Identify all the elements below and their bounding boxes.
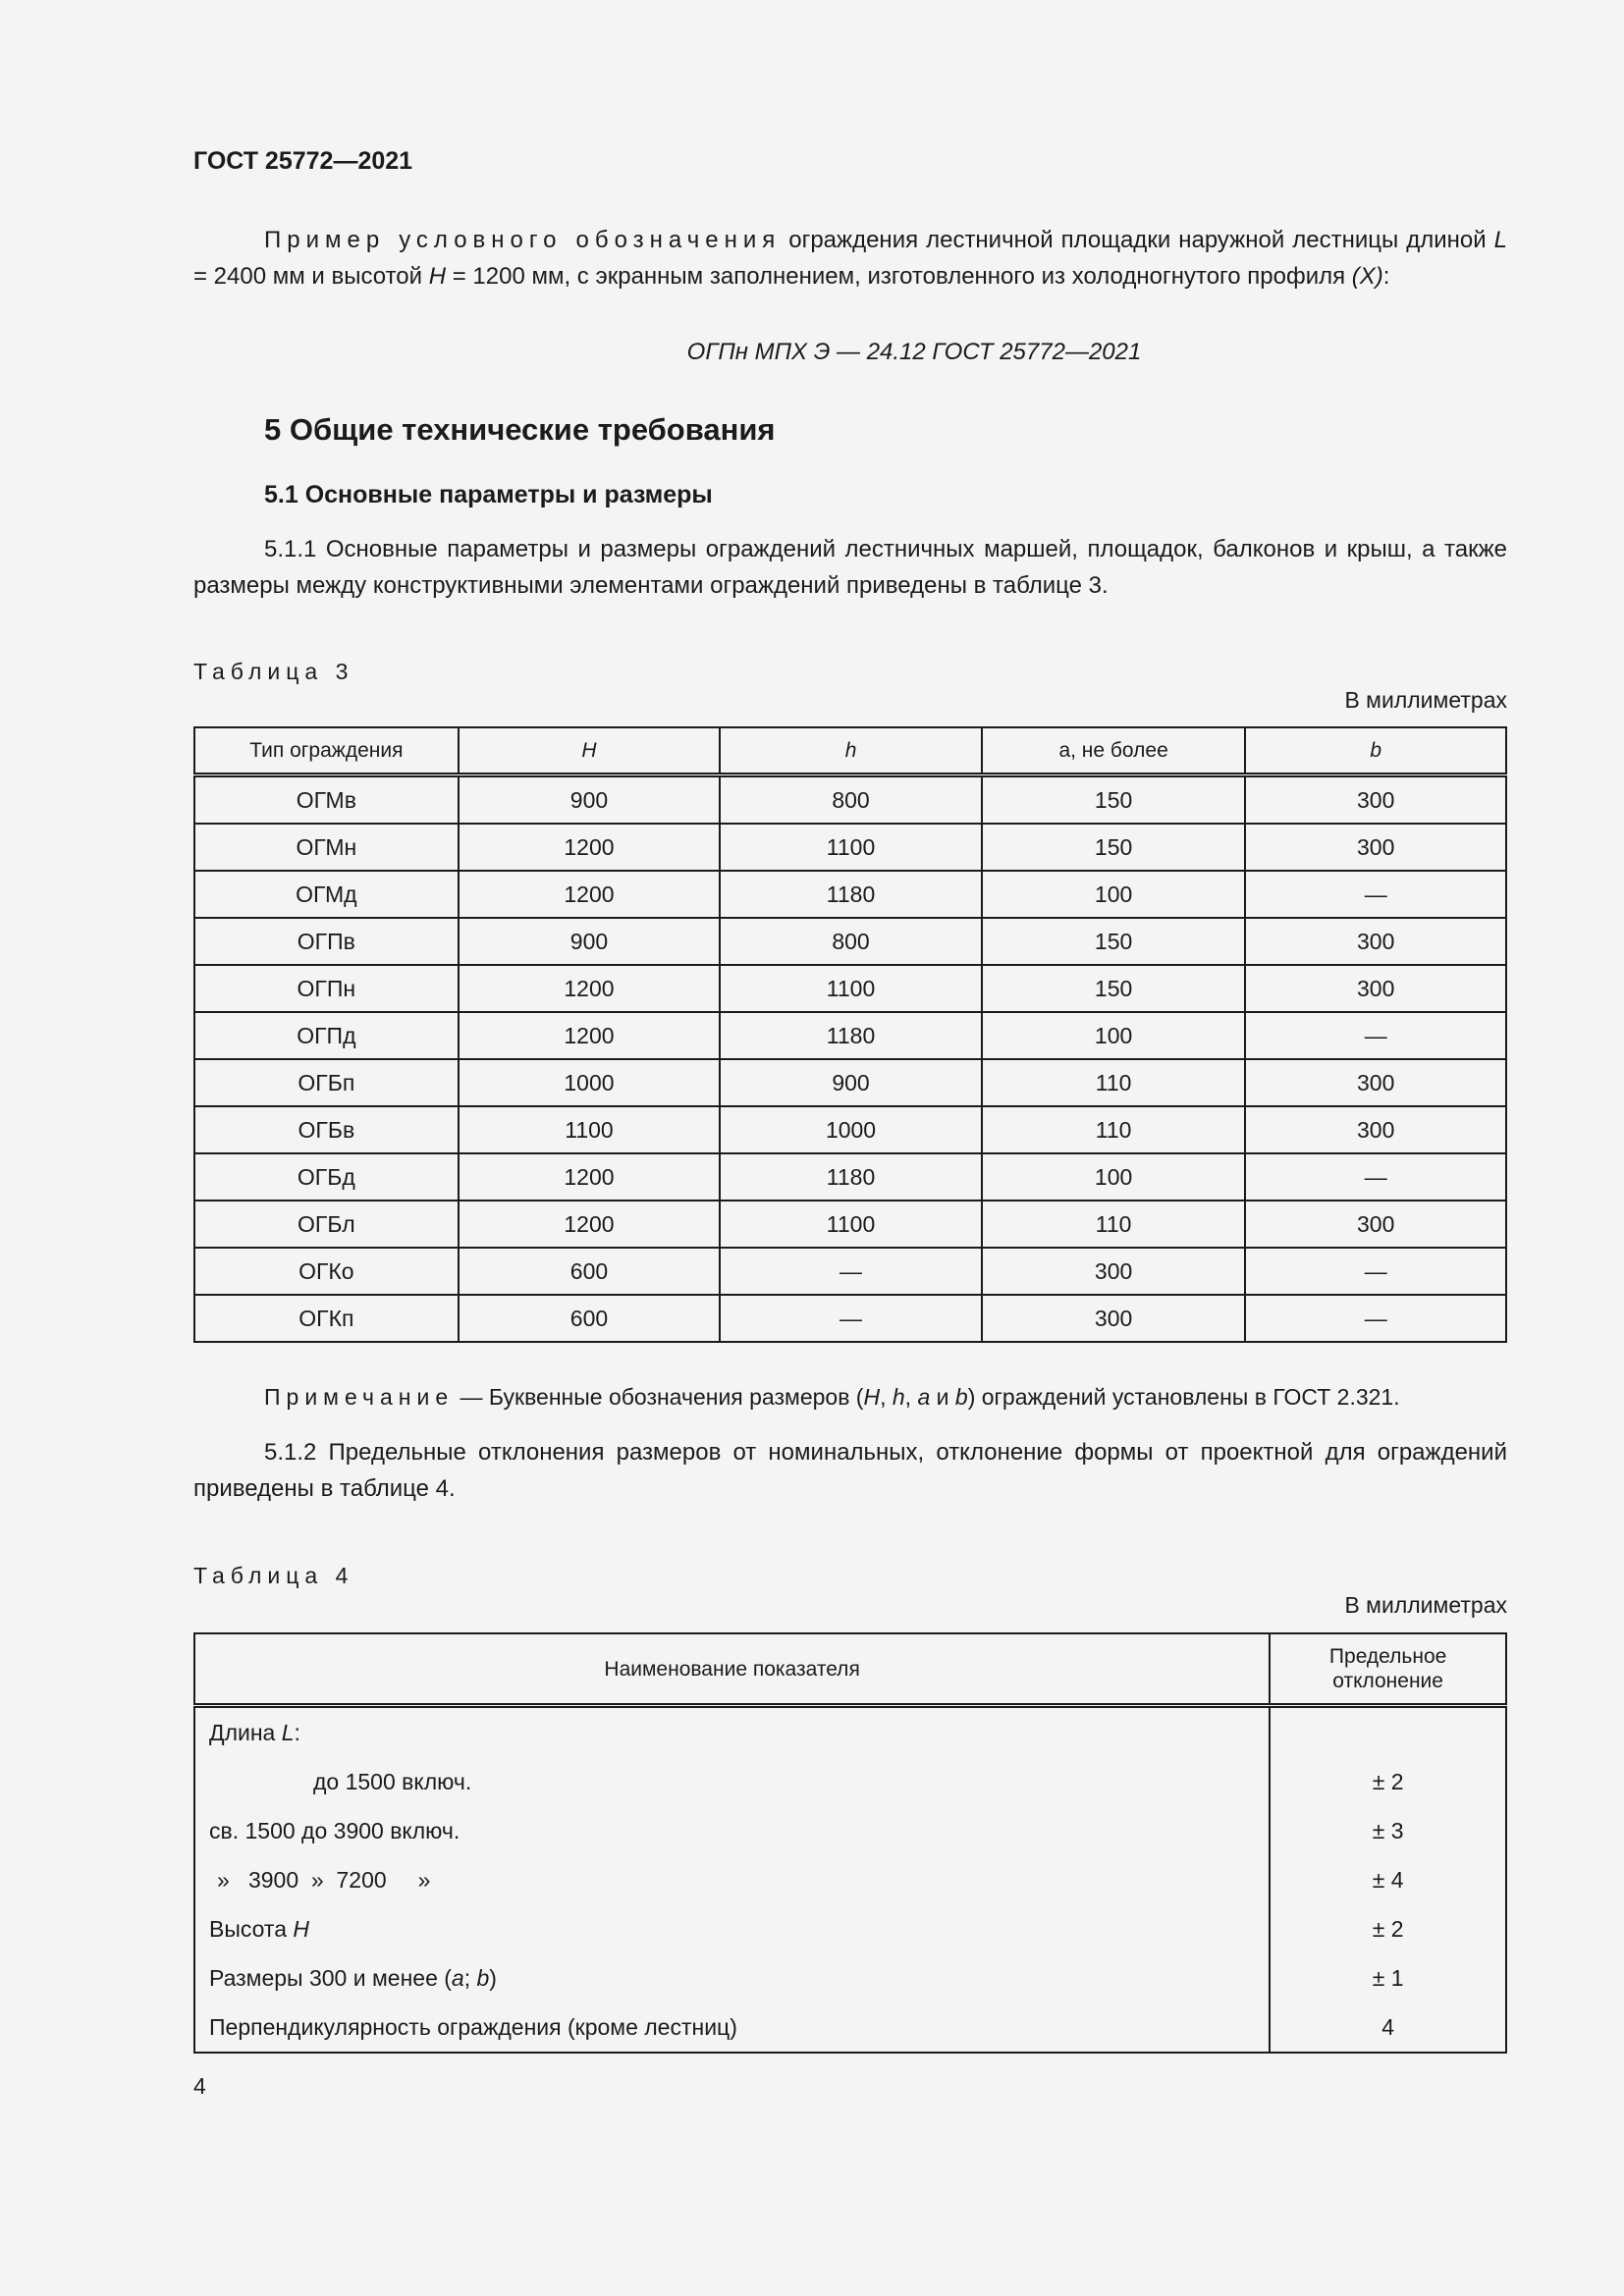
- cell-type: ОГБп: [194, 1059, 459, 1106]
- cell-value: 300: [1245, 1106, 1506, 1153]
- table-row: [194, 1059, 1506, 1106]
- paragraph-5-1-2: 5.1.2 Предельные отклонения размеров от номинальных, отклонение формы от проектной для ограждений приведены в таблице 4.: [193, 1439, 1507, 1502]
- table-row: [194, 1295, 1506, 1342]
- table-3-caption: Таблица 3: [193, 659, 354, 684]
- cell-value: 1200: [459, 824, 721, 871]
- cell-type: ОГПн: [194, 965, 459, 1012]
- cell-value: 1100: [720, 965, 982, 1012]
- table-row: [194, 1153, 1506, 1201]
- header-H: H: [459, 727, 721, 775]
- cell-value: 300: [1245, 1059, 1506, 1106]
- paragraph-5-1-1: 5.1.1 Основные параметры и размеры ограждений лестничных маршей, площадок, балконов и крыш, а также размеры между конструктивными элементами ограждений приведены в таблице 3.: [193, 536, 1507, 599]
- designation-code: ОГПн МПХ Э — 24.12 ГОСТ 25772—2021: [686, 339, 1142, 365]
- cell-value: —: [1245, 871, 1506, 918]
- cell-value: 1200: [459, 1153, 721, 1201]
- section-5-heading: 5 Общие технические требования: [264, 412, 776, 447]
- cell-value: —: [1245, 1012, 1506, 1059]
- cell-value: —: [720, 1295, 982, 1342]
- table-row: Высота H ± 2: [194, 1904, 1506, 1953]
- cell-value: 1200: [459, 965, 721, 1012]
- table-row: [194, 965, 1506, 1012]
- table-row: [194, 1012, 1506, 1059]
- table-row: Размеры 300 и менее (a; b) ± 1: [194, 1953, 1506, 2002]
- cell-type: ОГПв: [194, 918, 459, 965]
- cell-value: 300: [1245, 1201, 1506, 1248]
- cell-value: 1200: [459, 1012, 721, 1059]
- cell-value: 1200: [459, 871, 721, 918]
- table-4-header-row: [194, 1633, 1506, 1706]
- example-lead: Пример условного обозначения: [264, 227, 782, 253]
- cell-value: 300: [1245, 824, 1506, 871]
- cell-value: 900: [459, 775, 721, 825]
- cell-value: —: [1245, 1153, 1506, 1201]
- cell-value: 800: [720, 918, 982, 965]
- cell-type: ОГМд: [194, 871, 459, 918]
- cell-value: —: [1245, 1248, 1506, 1295]
- header-limit-deviation: Предельное отклонение: [1270, 1633, 1506, 1706]
- cell-value: 150: [982, 775, 1246, 825]
- cell-type: ОГБв: [194, 1106, 459, 1153]
- header-h: h: [720, 727, 982, 775]
- header-type: Тип ограждения: [194, 727, 459, 775]
- cell-value: 100: [982, 1153, 1246, 1201]
- cell-value: 300: [1245, 918, 1506, 965]
- cell-value: 600: [459, 1295, 721, 1342]
- designation-example-paragraph: Пример условного обозначения ограждения лестничной площадки наружной лестницы длиной L = 2400 мм и высотой H = 1200 мм, с экранным заполнением, изготовленного из холодногнутого профиля (X):: [193, 227, 1507, 290]
- table-4: [193, 1632, 1507, 2054]
- table-row: [194, 918, 1506, 965]
- cell-value: 1100: [720, 1201, 982, 1248]
- cell-value: 150: [982, 965, 1246, 1012]
- cell-type: ОГПд: [194, 1012, 459, 1059]
- page-number: 4: [193, 2073, 206, 2099]
- table-row: [194, 1248, 1506, 1295]
- cell-value: 100: [982, 1012, 1246, 1059]
- cell-value: 110: [982, 1106, 1246, 1153]
- cell-value: 1000: [720, 1106, 982, 1153]
- table-row: до 1500 включ. ± 2: [194, 1757, 1506, 1806]
- cell-value: 1000: [459, 1059, 721, 1106]
- table-row: » 3900 » 7200 » ± 4: [194, 1855, 1506, 1904]
- cell-type: ОГМн: [194, 824, 459, 871]
- header-indicator-name: Наименование показателя: [194, 1633, 1270, 1706]
- table-3-header-row: [194, 727, 1506, 775]
- cell-type: ОГКо: [194, 1248, 459, 1295]
- table-3-note: Примечание — Буквенные обозначения размеров (H, h, a и b) ограждений установлены в ГОСТ 2.321.: [264, 1384, 1400, 1410]
- cell-value: 100: [982, 871, 1246, 918]
- cell-value: —: [720, 1248, 982, 1295]
- document-code: ГОСТ 25772—2021: [193, 147, 413, 175]
- table-3-units: В миллиметрах: [1344, 687, 1507, 713]
- cell-value: 300: [982, 1295, 1246, 1342]
- cell-value: 1180: [720, 1012, 982, 1059]
- table-4-caption: Таблица 4: [193, 1563, 354, 1588]
- cell-value: 110: [982, 1201, 1246, 1248]
- table-row: [194, 824, 1506, 871]
- header-b: b: [1245, 727, 1506, 775]
- cell-type: ОГБл: [194, 1201, 459, 1248]
- table-3: [193, 726, 1507, 1343]
- cell-value: 150: [982, 824, 1246, 871]
- table-row: [194, 871, 1506, 918]
- table-row: [194, 1106, 1506, 1153]
- cell-type: ОГМв: [194, 775, 459, 825]
- table-row: св. 1500 до 3900 включ. ± 3: [194, 1806, 1506, 1855]
- table-4-units: В миллиметрах: [1344, 1592, 1507, 1618]
- table-row: [194, 1201, 1506, 1248]
- section-5-1-heading: 5.1 Основные параметры и размеры: [264, 481, 713, 508]
- cell-value: 300: [1245, 775, 1506, 825]
- cell-value: 1200: [459, 1201, 721, 1248]
- cell-value: 300: [1245, 965, 1506, 1012]
- table-row: [194, 775, 1506, 825]
- cell-value: 110: [982, 1059, 1246, 1106]
- header-a: а, не более: [982, 727, 1246, 775]
- cell-value: 1180: [720, 1153, 982, 1201]
- table-row: Перпендикулярность ограждения (кроме лестниц) 4: [194, 2002, 1506, 2053]
- cell-value: 900: [720, 1059, 982, 1106]
- cell-type: ОГКп: [194, 1295, 459, 1342]
- cell-value: 600: [459, 1248, 721, 1295]
- cell-value: 1180: [720, 871, 982, 918]
- cell-value: —: [1245, 1295, 1506, 1342]
- cell-value: 300: [982, 1248, 1246, 1295]
- cell-value: 1100: [720, 824, 982, 871]
- cell-value: 1100: [459, 1106, 721, 1153]
- cell-value: 800: [720, 775, 982, 825]
- cell-value: 900: [459, 918, 721, 965]
- cell-type: ОГБд: [194, 1153, 459, 1201]
- table-row: Длина L:: [194, 1706, 1506, 1758]
- cell-value: 150: [982, 918, 1246, 965]
